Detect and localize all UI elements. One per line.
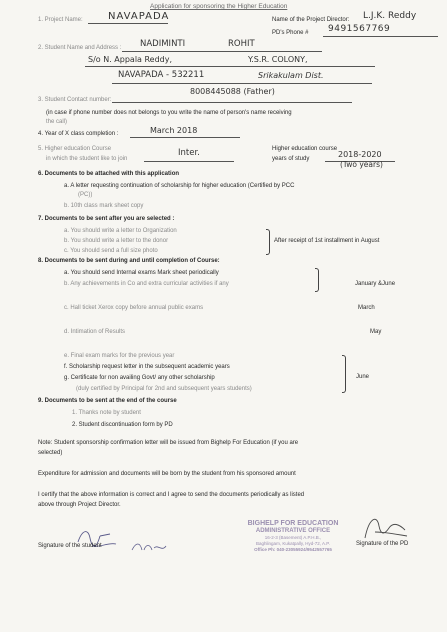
section7-item-b: b. You should write a letter to the donor: [64, 238, 169, 244]
years-value: 2018-2020: [338, 150, 382, 159]
student-surname-value: ROHIT: [228, 39, 255, 49]
month-march: March: [358, 305, 375, 311]
contact-label: 3. Student Contact number:: [38, 97, 112, 103]
director-value: L.J.K. Reddy: [363, 11, 417, 21]
section9-item-2: 2. Student discontinuation form by PD: [72, 422, 173, 428]
month-june: June: [356, 374, 370, 380]
section9-item-1: 1. Thanks note by student: [72, 410, 141, 416]
address-line2b: Srikakulam Dist.: [258, 71, 324, 80]
section6-title: 6. Documents to be attached with this application: [38, 171, 180, 177]
years-label2: years of study: [272, 156, 310, 162]
note-line2: selected): [38, 450, 63, 456]
student-signature-label: Signature of the student: [38, 543, 102, 549]
years-value2: (Two years): [340, 160, 383, 169]
course-label2: in which the student like to join: [46, 156, 128, 162]
section8-item-g2: (duly certified by Principal for 2nd and subsequent years students): [76, 386, 252, 392]
section7-item-c: c. You should send a full size photo: [64, 248, 158, 254]
stamp-line2: ADMINISTRATIVE OFFICE: [255, 528, 331, 534]
section6-item-a2: (PC)): [78, 192, 93, 198]
contact-note1: (in case if phone number does not belongs to you write the name of person's name receiving: [46, 110, 292, 116]
expenditure-note: Expenditure for admission and documents will be born by the student from his sponsored amount: [38, 471, 296, 477]
course-value: Inter.: [178, 148, 200, 158]
certify-line1: I certify that the above information is correct and I agree to send the documents periodically as listed: [38, 492, 305, 498]
project-name-label: 1. Project Name:: [38, 17, 83, 23]
section8-title: 8. Documents to be sent during and until completion of Course:: [38, 258, 220, 264]
course-label: 5. Higher education Course: [38, 146, 112, 152]
year-label: 4. Year of X class completion :: [38, 131, 119, 137]
section8-item-a: a. You should send Internal exams Mark sheet periodically: [64, 270, 219, 276]
pd-signature-label: Signature of the PD: [356, 541, 409, 547]
section8-item-c: c. Hall ticket Xerox copy before annual public exams: [64, 305, 204, 311]
section8-item-e: e. Final exam marks for the previous year: [64, 353, 175, 359]
stamp-line3: 16-2-3 (Basement) A.P.H.B.,: [264, 535, 322, 540]
pd-phone-label: PD's Phone #: [272, 30, 309, 36]
pd-phone-value: 9491567769: [328, 24, 391, 34]
student-name-value: NADIMINTI: [140, 39, 186, 49]
section6-item-a: a. A letter requesting continuation of scholarship for higher education (Certified by PCC: [64, 183, 295, 189]
years-label: Higher education course: [272, 146, 338, 152]
address-line2: NAVAPADA - 532211: [118, 70, 205, 80]
year-value: March 2018: [150, 126, 198, 135]
section8-item-d: d. Intimation of Results: [64, 329, 126, 335]
note-line1: Note: Student sponsorship confirmation letter will be issued from Bighelp For Education (if you are: [38, 440, 299, 446]
section7-note: After receipt of 1st installment in August: [274, 238, 380, 244]
contact-value: 8008445088 (Father): [190, 87, 275, 96]
section7-item-a: a. You should write a letter to Organization: [64, 228, 177, 234]
stamp-line4: Baghlingam, Kukatpally, Hyd-72, A.P.: [256, 541, 330, 546]
director-label: Name of the Project Director:: [272, 17, 350, 23]
student-label: 2. Student Name and Address :: [38, 45, 122, 51]
month-jan-june: January &June: [355, 281, 396, 287]
section8-item-f: f. Scholarship request letter in the subsequent academic years: [64, 364, 230, 370]
address-line1b: Y.S.R. COLONY,: [248, 55, 308, 64]
organization-stamp: [228, 520, 358, 553]
form-heading: Application for sponsoring the Higher Education: [150, 3, 288, 10]
contact-note2: the call): [46, 119, 68, 125]
section9-title: 9. Documents to be sent at the end of the course: [38, 398, 177, 404]
section6-item-b: b. 10th class mark sheet copy: [64, 203, 144, 209]
section7-title: 7. Documents to be sent after you are selected :: [38, 216, 175, 222]
section8-item-b: b. Any achievements in Co and extra curricular activities if any: [64, 281, 229, 287]
month-may: May: [370, 329, 382, 335]
certify-line2: above through Project Director.: [38, 502, 121, 508]
section8-item-g: g. Certificate for non availing Govt/ any other scholarship: [64, 375, 215, 381]
project-name-value: NAVAPADA: [108, 11, 170, 22]
stamp-line1: BIGHELP FOR EDUCATION: [247, 520, 339, 527]
address-line1: S/o N. Appala Reddy,: [88, 55, 173, 64]
stamp-line5: Office Ph: 040-23055924/9542557765: [254, 547, 332, 552]
